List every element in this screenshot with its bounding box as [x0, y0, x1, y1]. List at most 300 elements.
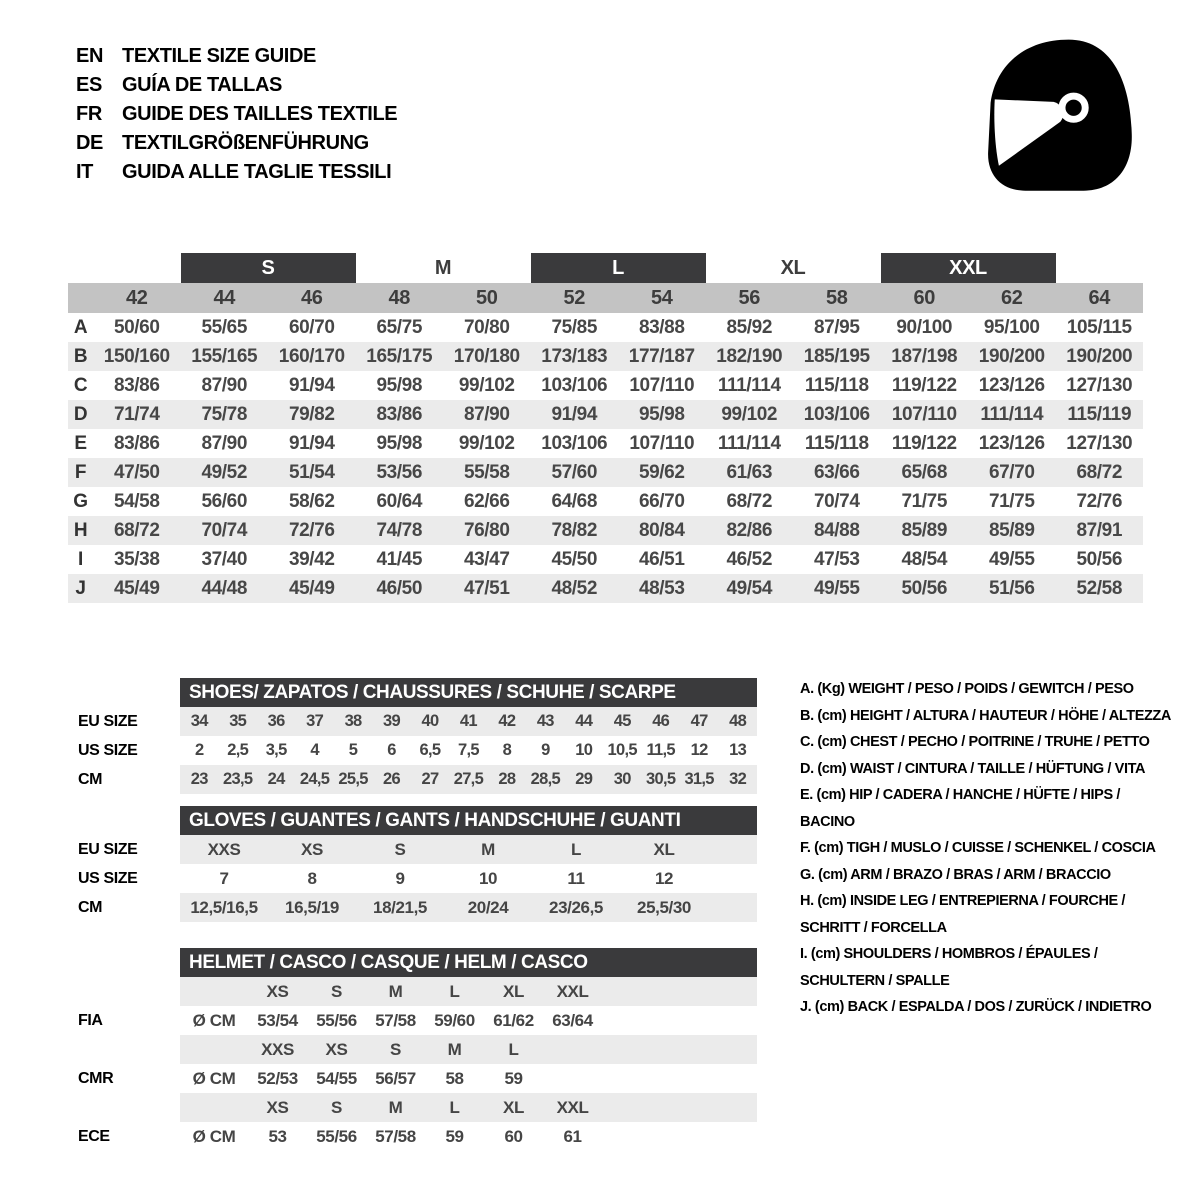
- size-value: 48/54: [901, 548, 948, 570]
- size-group-xl: XL: [780, 257, 806, 279]
- legend-item: B. (cm) HEIGHT / ALTURA / HAUTEUR / HÖHE / ALTEZZA: [800, 707, 1171, 724]
- size-table-row: [68, 342, 1143, 371]
- size-column-header: 60: [913, 286, 935, 309]
- helmet-values-row: [180, 1006, 757, 1035]
- shoes-value: 37: [306, 712, 324, 730]
- size-value: 59/62: [638, 461, 685, 483]
- diameter-unit-label: Ø CM: [192, 1126, 236, 1146]
- helmet-value: 52/53: [257, 1068, 298, 1088]
- shoes-row: [180, 707, 757, 736]
- size-value: 66/70: [638, 490, 685, 512]
- language-code: ES: [76, 74, 102, 96]
- size-group-xxl: XXL: [881, 253, 1056, 283]
- size-value: 150/160: [103, 345, 170, 367]
- gloves-value: 10: [478, 868, 498, 888]
- gloves-value: 11: [567, 868, 585, 888]
- size-value: 37/40: [201, 548, 248, 570]
- size-value: 45/49: [113, 577, 160, 599]
- shoes-us-size-label: US SIZE: [78, 741, 138, 759]
- size-value: 48/52: [551, 577, 598, 599]
- shoes-value: 40: [421, 712, 439, 730]
- shoes-value: 30: [613, 770, 631, 788]
- size-group-row: [68, 253, 1143, 283]
- helmet-size-header: M: [388, 1097, 403, 1117]
- size-value: 68/72: [726, 490, 773, 512]
- shoes-section-title: SHOES/ ZAPATOS / CHAUSSURES / SCHUHE / SCARPE: [189, 681, 676, 703]
- gloves-value: 12: [654, 868, 674, 888]
- size-table-row: [68, 429, 1143, 458]
- shoes-value: 12: [690, 741, 708, 759]
- size-value: 127/130: [1066, 432, 1133, 454]
- size-value: 75/85: [551, 316, 598, 338]
- helmet-icon: [974, 36, 1140, 196]
- size-value: 177/187: [628, 345, 695, 367]
- shoes-value: 2: [194, 741, 204, 759]
- size-value: 79/82: [288, 403, 335, 425]
- size-column-header: 62: [1001, 286, 1023, 309]
- size-value: 65/68: [901, 461, 948, 483]
- row-letter: E: [74, 432, 87, 454]
- shoes-value: 43: [536, 712, 554, 730]
- gloves-eu-size-label: EU SIZE: [78, 840, 138, 858]
- helmet-value: 61: [563, 1126, 582, 1146]
- size-value: 76/80: [463, 519, 510, 541]
- size-value: 57/60: [551, 461, 598, 483]
- size-value: 58/62: [288, 490, 335, 512]
- shoes-cm-label: CM: [78, 770, 103, 788]
- diameter-unit-label: Ø CM: [192, 1068, 236, 1088]
- shoes-value: 27,5: [453, 770, 484, 788]
- legend-item: I. (cm) SHOULDERS / HOMBROS / ÉPAULES / SCHULTERN / SPALLE: [800, 946, 1098, 989]
- size-table-row: [68, 371, 1143, 400]
- size-value: 71/75: [901, 490, 948, 512]
- size-value: 90/100: [896, 316, 953, 338]
- size-value: 83/86: [113, 374, 160, 396]
- size-value: 50/60: [113, 316, 160, 338]
- row-letter: C: [73, 374, 88, 396]
- size-value: 68/72: [1076, 461, 1123, 483]
- language-row: [76, 158, 397, 187]
- shoes-value: 36: [267, 712, 285, 730]
- shoes-value: 23,5: [223, 770, 253, 788]
- gloves-value: XXS: [207, 839, 241, 859]
- shoes-value: 39: [383, 712, 400, 730]
- shoes-value: 13: [729, 741, 747, 759]
- size-value: 87/95: [813, 316, 860, 338]
- helmet-values-row: [180, 1064, 757, 1093]
- size-value: 85/89: [988, 519, 1035, 541]
- size-table-row: [68, 545, 1143, 574]
- gloves-value: 7: [219, 868, 229, 888]
- size-value: 173/183: [541, 345, 608, 367]
- size-value: 47/51: [463, 577, 510, 599]
- shoes-value: 10,5: [607, 741, 637, 759]
- shoes-value: 3,5: [265, 741, 287, 759]
- size-value: 83/86: [376, 403, 423, 425]
- language-code: DE: [76, 132, 103, 154]
- size-table-row: [68, 313, 1143, 342]
- helmet-sizes-row: [180, 977, 757, 1006]
- size-value: 43/47: [463, 548, 510, 570]
- size-value: 119/122: [891, 432, 957, 454]
- size-value: 87/90: [463, 403, 510, 425]
- size-value: 74/78: [376, 519, 423, 541]
- gloves-value: 9: [395, 868, 405, 888]
- shoes-value: 27: [421, 770, 439, 788]
- row-letter: B: [73, 345, 88, 367]
- size-value: 107/110: [629, 374, 695, 396]
- size-column-header: 50: [476, 286, 498, 309]
- size-value: 70/74: [813, 490, 860, 512]
- legend-item: G. (cm) ARM / BRAZO / BRAS / ARM / BRACCIO: [800, 866, 1111, 883]
- shoes-value: 32: [729, 770, 747, 788]
- size-value: 107/110: [891, 403, 957, 425]
- helmet-value: 53/54: [257, 1010, 298, 1030]
- size-value: 85/89: [901, 519, 948, 541]
- shoes-value: 41: [459, 712, 477, 730]
- size-column-header: 48: [388, 286, 410, 309]
- gloves-section-title: GLOVES / GUANTES / GANTS / HANDSCHUHE / GUANTI: [189, 809, 681, 831]
- row-letter: D: [73, 403, 88, 425]
- gloves-value: XS: [301, 839, 323, 859]
- helmet-size-header: M: [447, 1039, 462, 1059]
- size-value: 87/90: [201, 432, 248, 454]
- textile-size-table: [68, 253, 1143, 603]
- size-value: 48/53: [638, 577, 685, 599]
- size-value: 107/110: [629, 432, 695, 454]
- row-letter: J: [75, 577, 86, 599]
- helmet-size-header: XXL: [556, 981, 589, 1001]
- size-value: 83/88: [638, 316, 685, 338]
- helmet-size-header: L: [508, 1039, 519, 1059]
- shoes-value: 9: [541, 741, 550, 759]
- size-value: 49/55: [813, 577, 860, 599]
- language-block: [76, 42, 397, 187]
- size-table-row: [68, 458, 1143, 487]
- size-value: 99/102: [458, 374, 515, 396]
- measurement-legend: [800, 676, 1178, 1021]
- size-value: 50/56: [1076, 548, 1123, 570]
- size-value: 71/75: [988, 490, 1035, 512]
- legend-item: C. (cm) CHEST / PECHO / POITRINE / TRUHE / PETTO: [800, 734, 1150, 750]
- shoes-value: 30,5: [646, 770, 676, 788]
- gloves-row: [180, 864, 757, 893]
- size-column-header: 52: [563, 286, 585, 309]
- size-value: 51/56: [988, 577, 1035, 599]
- helmet-ece-label: ECE: [78, 1127, 110, 1145]
- shoes-value: 24,5: [299, 770, 330, 788]
- shoes-value: 42: [498, 712, 516, 730]
- language-code: FR: [76, 103, 102, 125]
- gloves-value: M: [481, 839, 495, 859]
- helmet-size-header: L: [449, 981, 460, 1001]
- size-value: 60/70: [288, 316, 335, 338]
- shoes-value: 34: [190, 712, 208, 730]
- helmet-value: 57/58: [375, 1010, 416, 1030]
- shoes-value: 25,5: [338, 770, 368, 788]
- helmet-value: 59: [445, 1126, 464, 1146]
- shoes-section-header: [180, 678, 757, 707]
- helmet-size-header: M: [388, 981, 403, 1001]
- shoes-value: 48: [729, 712, 747, 730]
- helmet-sizes-row: [180, 1093, 757, 1122]
- helmet-size-header: XXL: [556, 1097, 589, 1117]
- gloves-row: [180, 835, 757, 864]
- size-value: 83/86: [113, 432, 160, 454]
- shoes-value: 29: [575, 770, 593, 788]
- size-value: 119/122: [891, 374, 957, 396]
- size-columns-row: [68, 283, 1143, 313]
- size-value: 91/94: [288, 374, 335, 396]
- row-letter: I: [78, 548, 83, 570]
- gloves-value: 18/21,5: [373, 897, 427, 917]
- size-column-header: 58: [826, 286, 848, 309]
- size-value: 44/48: [201, 577, 248, 599]
- helmet-size-header: XS: [266, 1097, 289, 1117]
- size-value: 56/60: [201, 490, 248, 512]
- size-column-header: 46: [301, 286, 323, 309]
- language-title: TEXTILGRÖßENFÜHRUNG: [122, 132, 369, 154]
- shoes-value: 44: [575, 712, 593, 730]
- size-value: 47/50: [113, 461, 160, 483]
- gloves-value: XL: [653, 839, 675, 859]
- size-value: 87/91: [1076, 519, 1123, 541]
- row-letter: H: [73, 519, 88, 541]
- helmet-size-header: S: [331, 1097, 342, 1117]
- size-value: 78/82: [551, 519, 598, 541]
- size-value: 46/50: [376, 577, 423, 599]
- helmet-section-title: HELMET / CASCO / CASQUE / HELM / CASCO: [189, 951, 588, 973]
- size-value: 45/50: [551, 548, 598, 570]
- shoes-value: 8: [502, 741, 512, 759]
- spacer: [68, 253, 181, 283]
- helmet-value: 59: [504, 1068, 523, 1088]
- size-column-header: 54: [651, 286, 673, 309]
- size-value: 70/80: [463, 316, 510, 338]
- size-value: 65/75: [376, 316, 423, 338]
- helmet-value: 53: [268, 1126, 287, 1146]
- row-letter: F: [74, 461, 87, 483]
- size-value: 55/65: [201, 316, 248, 338]
- size-value: 60/64: [376, 490, 423, 512]
- language-code: IT: [76, 161, 93, 183]
- shoes-table: [180, 707, 757, 794]
- size-value: 123/126: [978, 374, 1045, 396]
- shoes-value: 4: [310, 741, 319, 759]
- shoes-value: 6,5: [419, 741, 441, 759]
- gloves-value: 20/24: [467, 897, 509, 917]
- size-value: 155/165: [191, 345, 258, 367]
- size-value: 72/76: [1076, 490, 1123, 512]
- size-value: 103/106: [541, 374, 608, 396]
- shoes-value: 5: [348, 741, 358, 759]
- language-row: [76, 100, 397, 129]
- helmet-value: 61/62: [493, 1010, 534, 1030]
- helmet-value: 54/55: [316, 1068, 357, 1088]
- size-value: 68/72: [113, 519, 160, 541]
- size-value: 61/63: [726, 461, 773, 483]
- size-column-header: 44: [213, 286, 235, 309]
- shoes-value: 24: [267, 770, 285, 788]
- diameter-unit-label: Ø CM: [192, 1010, 236, 1030]
- size-value: 95/100: [983, 316, 1040, 338]
- size-value: 123/126: [978, 432, 1045, 454]
- shoes-value: 10: [575, 741, 593, 759]
- helmet-value: 60: [504, 1126, 523, 1146]
- size-value: 187/198: [891, 345, 958, 367]
- shoes-value: 28: [498, 770, 516, 788]
- helmet-value: 55/56: [316, 1126, 357, 1146]
- shoes-value: 38: [344, 712, 362, 730]
- helmet-cmr-label: CMR: [78, 1069, 114, 1087]
- helmet-table: [180, 977, 757, 1151]
- shoes-value: 6: [387, 741, 396, 759]
- shoes-value: 35: [229, 712, 247, 730]
- legend-item: E. (cm) HIP / CADERA / HANCHE / HÜFTE / HIPS / BACINO: [800, 787, 1120, 830]
- helmet-size-header: XS: [266, 981, 289, 1001]
- legend-item: J. (cm) BACK / ESPALDA / DOS / ZURÜCK / INDIETRO: [800, 999, 1152, 1015]
- row-letter: A: [73, 316, 88, 338]
- size-value: 46/51: [638, 548, 685, 570]
- shoes-value: 46: [652, 712, 670, 730]
- helmet-size-header: XXS: [261, 1039, 294, 1059]
- gloves-value: 12,5/16,5: [190, 897, 258, 917]
- legend-item: H. (cm) INSIDE LEG / ENTREPIERNA / FOURCHE / SCHRITT / FORCELLA: [800, 893, 1126, 936]
- gloves-us-size-label: US SIZE: [78, 869, 138, 887]
- size-value: 103/106: [803, 403, 870, 425]
- size-value: 75/78: [201, 403, 248, 425]
- language-title: GUIDE DES TAILLES TEXTILE: [122, 103, 398, 125]
- gloves-table: [180, 835, 757, 922]
- size-value: 47/53: [813, 548, 860, 570]
- size-value: 85/92: [726, 316, 773, 338]
- size-value: 95/98: [376, 374, 423, 396]
- shoes-row: [180, 736, 757, 765]
- language-code: EN: [76, 45, 103, 67]
- size-value: 185/195: [803, 345, 870, 367]
- size-value: 95/98: [376, 432, 423, 454]
- language-row: [76, 129, 397, 158]
- size-table-row: [68, 516, 1143, 545]
- size-value: 99/102: [458, 432, 515, 454]
- shoes-value: 31,5: [684, 770, 714, 788]
- size-group-s: S: [181, 253, 356, 283]
- shoes-value: 45: [613, 712, 631, 730]
- language-title: TEXTILE SIZE GUIDE: [122, 45, 316, 67]
- size-column-header: 56: [738, 286, 760, 309]
- size-value: 72/76: [288, 519, 335, 541]
- size-value: 80/84: [638, 519, 685, 541]
- size-value: 51/54: [288, 461, 335, 483]
- size-value: 111/114: [717, 432, 781, 454]
- shoes-row: [180, 765, 757, 794]
- shoes-value: 7,5: [457, 741, 479, 759]
- legend-item: D. (cm) WAIST / CINTURA / TAILLE / HÜFTUNG / VITA: [800, 760, 1146, 777]
- size-value: 91/94: [288, 432, 335, 454]
- size-value: 53/56: [376, 461, 423, 483]
- gloves-value: 8: [307, 868, 317, 888]
- shoes-value: 26: [383, 770, 400, 788]
- helmet-fia-label: FIA: [78, 1011, 103, 1029]
- size-value: 91/94: [551, 403, 598, 425]
- gloves-value: 23/26,5: [549, 897, 603, 917]
- size-value: 39/42: [288, 548, 335, 570]
- shoes-value: 47: [690, 712, 708, 730]
- size-value: 46/52: [726, 548, 773, 570]
- helmet-value: 57/58: [375, 1126, 416, 1146]
- language-row: [76, 71, 397, 100]
- size-value: 87/90: [201, 374, 248, 396]
- size-value: 103/106: [541, 432, 608, 454]
- size-table-row: [68, 487, 1143, 516]
- shoes-value: 11,5: [646, 741, 675, 759]
- size-value: 190/200: [978, 345, 1045, 367]
- size-value: 70/74: [201, 519, 248, 541]
- size-value: 115/118: [804, 374, 869, 396]
- helmet-values-row: [180, 1122, 757, 1151]
- size-value: 111/114: [980, 403, 1044, 425]
- size-value: 52/58: [1076, 577, 1123, 599]
- size-value: 49/55: [988, 548, 1035, 570]
- size-value: 170/180: [453, 345, 520, 367]
- size-group-l: L: [531, 253, 706, 283]
- legend-item: F. (cm) TIGH / MUSLO / CUISSE / SCHENKEL / COSCIA: [800, 840, 1156, 856]
- gloves-cm-label: CM: [78, 898, 103, 916]
- size-column-header: 64: [1088, 286, 1110, 309]
- size-value: 95/98: [638, 403, 685, 425]
- helmet-value: 56/57: [375, 1068, 416, 1088]
- helmet-size-header: XL: [503, 981, 524, 1001]
- size-value: 50/56: [901, 577, 948, 599]
- language-title: GUÍA DE TALLAS: [122, 74, 282, 96]
- helmet-size-header: S: [390, 1039, 401, 1059]
- shoes-value: 23: [190, 770, 208, 788]
- size-value: 105/115: [1066, 316, 1132, 338]
- size-value: 63/66: [813, 461, 860, 483]
- row-letter: G: [73, 490, 88, 512]
- size-value: 99/102: [721, 403, 778, 425]
- helmet-value: 59/60: [434, 1010, 475, 1030]
- size-value: 41/45: [376, 548, 423, 570]
- helmet-value: 55/56: [316, 1010, 357, 1030]
- size-value: 49/52: [201, 461, 248, 483]
- size-value: 54/58: [113, 490, 160, 512]
- gloves-value: 25,5/30: [637, 897, 691, 917]
- helmet-value: 58: [445, 1068, 464, 1088]
- language-title: GUIDA ALLE TAGLIE TESSILI: [122, 161, 392, 183]
- helmet-size-header: L: [449, 1097, 460, 1117]
- gloves-value: 16,5/19: [285, 897, 339, 917]
- helmet-sizes-row: [180, 1035, 757, 1064]
- helmet-section-header: [180, 948, 757, 977]
- size-value: 71/74: [113, 403, 160, 425]
- size-value: 182/190: [716, 345, 783, 367]
- legend-item: A. (Kg) WEIGHT / PESO / POIDS / GEWITCH / PESO: [800, 681, 1134, 697]
- size-value: 115/119: [1067, 403, 1132, 425]
- size-value: 111/114: [717, 374, 781, 396]
- size-value: 45/49: [288, 577, 335, 599]
- size-value: 35/38: [113, 548, 160, 570]
- language-row: [76, 42, 397, 71]
- size-value: 160/170: [278, 345, 345, 367]
- size-value: 190/200: [1066, 345, 1133, 367]
- shoes-value: 28,5: [530, 770, 560, 788]
- size-value: 165/175: [366, 345, 433, 367]
- gloves-section-header: [180, 806, 757, 835]
- size-value: 62/66: [463, 490, 510, 512]
- size-value: 82/86: [726, 519, 773, 541]
- helmet-size-header: XL: [503, 1097, 524, 1117]
